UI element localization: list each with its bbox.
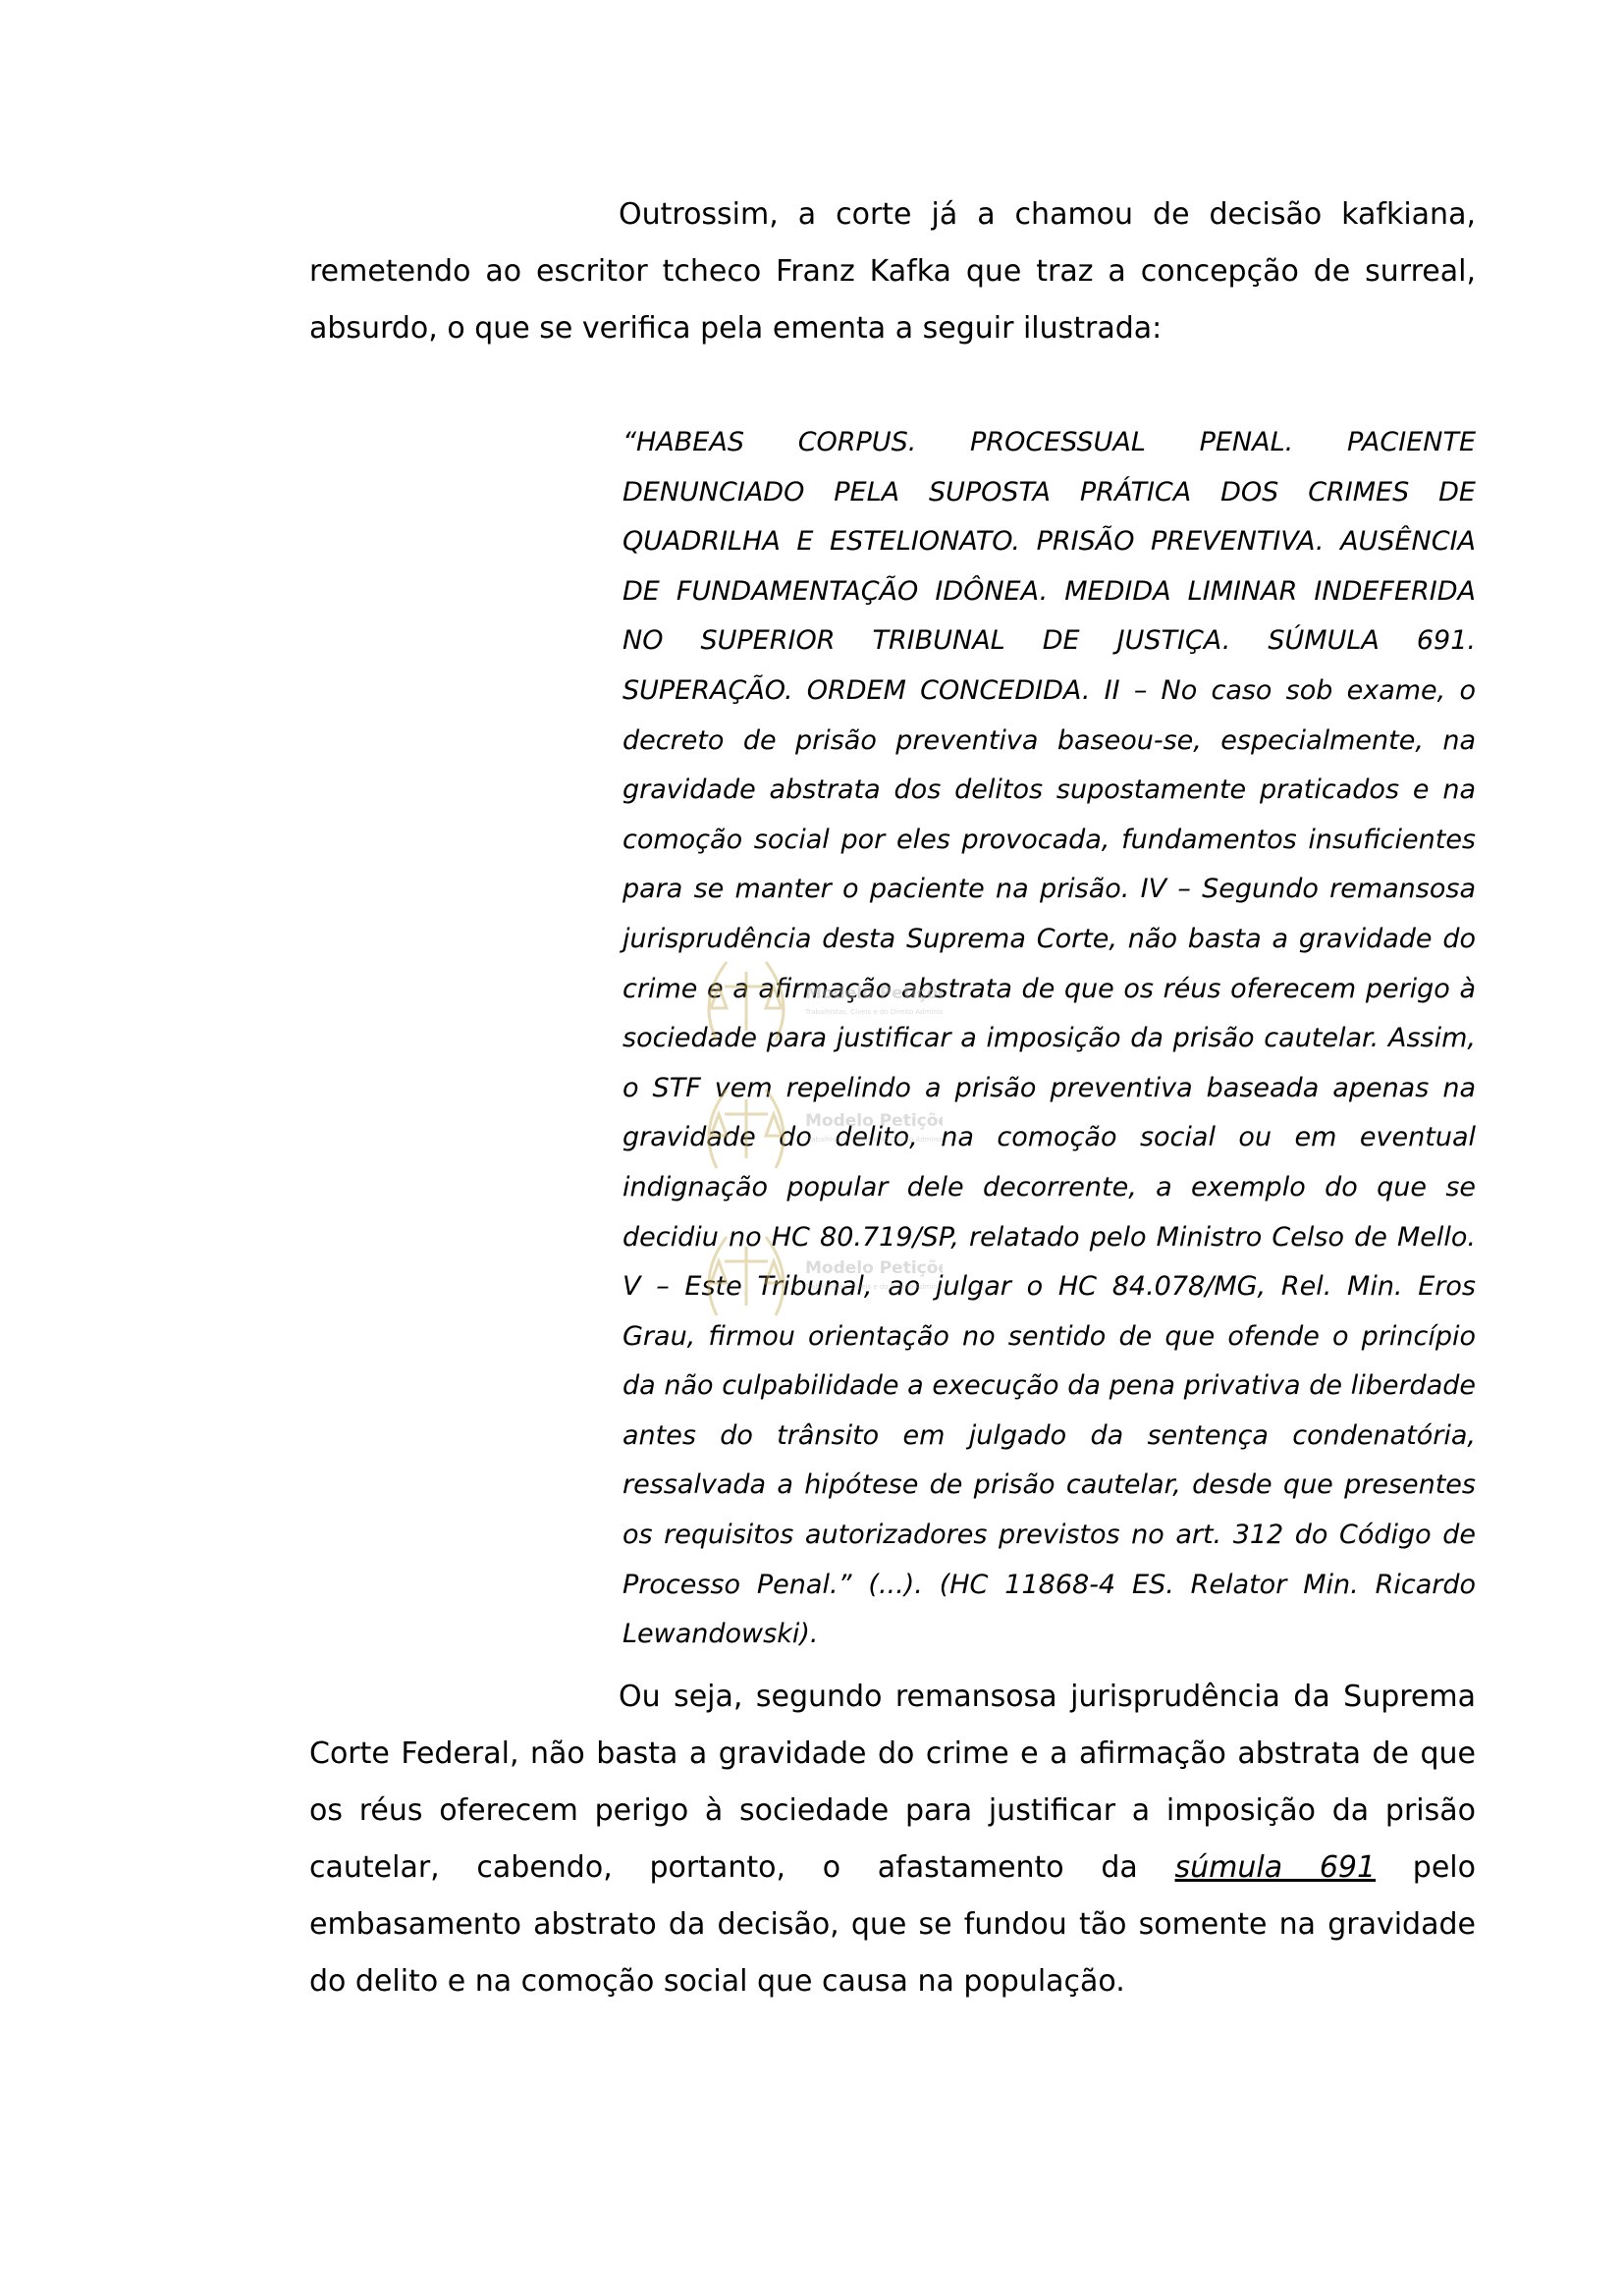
watermark-subtitle: Trabalhistas, Cíveis e do Direito Adminis xyxy=(805,1136,943,1144)
jurisprudence-quote: “HABEAS CORPUS. PROCESSUAL PENAL. PACIENTE DENUNCIADO PELA SUPOSTA PRÁTICA DOS CRIMES DE QUADRILHA E ESTELIONATO. PRISÃO PREVENTIVA. AUSÊNCIA DE FUNDAMENTAÇÃO IDÔNEA. MEDIDA LIMINAR INDEFERIDA NO SUPERIOR TRIBUNAL DE JUSTIÇA. SÚMULA 691. SUPERAÇÃO. ORDEM CONCEDIDA. II – No caso sob exame, o decreto de prisão preventiva baseou-se, especialmente, na gravidade abstrata dos delitos supostamente praticados e na comoção social por eles provocada, fundamentos insuficientes para se manter o paciente na prisão. IV – Segundo remansosa jurisprudência desta Suprema Corte, não basta a gravidade do crime e a afirmação abstrata de que os réus oferecem perigo à sociedade para justificar a imposição da prisão cautelar. Assim, o STF vem repelindo a prisão preventiva baseada apenas na gravidade do delito, na comoção social ou em eventual indignação popular dele decorrente, a exemplo do que se decidiu no HC 80.719/SP, relatado pelo Ministro Celso de Mello. V – Este Tribunal, ao julgar o HC 84.078/MG, Rel. Min. Eros Grau, firmou orientação no sentido de que ofende o princípio da não culpabilidade a execução da pena privativa de liberdade antes do trânsito em julgado da sentença condenatória, ressalvada a hipótese de prisão cautelar, desde que presentes os requisitos autorizadores previstos no art. 312 do Código de Processo Penal.” (...). (HC 11868-4 ES. Relator Min. Ricardo Lewandowski). xyxy=(623,427,1476,1650)
watermark-title: Modelo Petiçõ xyxy=(805,1258,939,1278)
watermark-logo xyxy=(687,1222,943,1330)
paragraph-conclusion-text-start: Ou seja, segundo remansosa jurisprudência da Suprema Corte Federal, não basta a gravidade do crime e a afirmação abstrata de que os réus oferecem perigo à sociedade para justificar a imposição da prisão cautelar, cabendo, portanto, o afastamento da xyxy=(309,1680,1476,1885)
paragraph-intro-text: Outrossim, a corte já a chamou de decisão kafkiana, remetendo ao escritor tcheco Franz Kafka que traz a concepção de surreal, absurdo, o que se verifica pela ementa a seguir ilustrada: xyxy=(309,197,1476,346)
laurel-scales-icon xyxy=(687,1222,943,1330)
sumula-reference: súmula 691 xyxy=(1174,1850,1377,1885)
laurel-scales-icon xyxy=(687,1075,943,1183)
watermark-subtitle: Trabalhistas, Cíveis e do Direito Adminis xyxy=(805,1283,943,1291)
watermark-logo xyxy=(687,1075,943,1183)
paragraph-intro xyxy=(309,187,1476,357)
paragraph-conclusion xyxy=(309,1669,1476,2010)
watermark-title: Modelo Petiçõ xyxy=(805,984,939,1003)
watermark-logo xyxy=(687,947,943,1055)
laurel-scales-icon xyxy=(687,947,943,1055)
paragraph-conclusion-text-end: pelo embasamento abstrato da decisão, que se fundou tão somente na gravidade do delito e na comoção social que causa na população. xyxy=(309,1850,1476,1999)
watermark-title: Modelo Petiçõ xyxy=(805,1111,939,1131)
watermark-subtitle: Trabalhistas, Cíveis e do Direito Adminis xyxy=(805,1008,943,1016)
